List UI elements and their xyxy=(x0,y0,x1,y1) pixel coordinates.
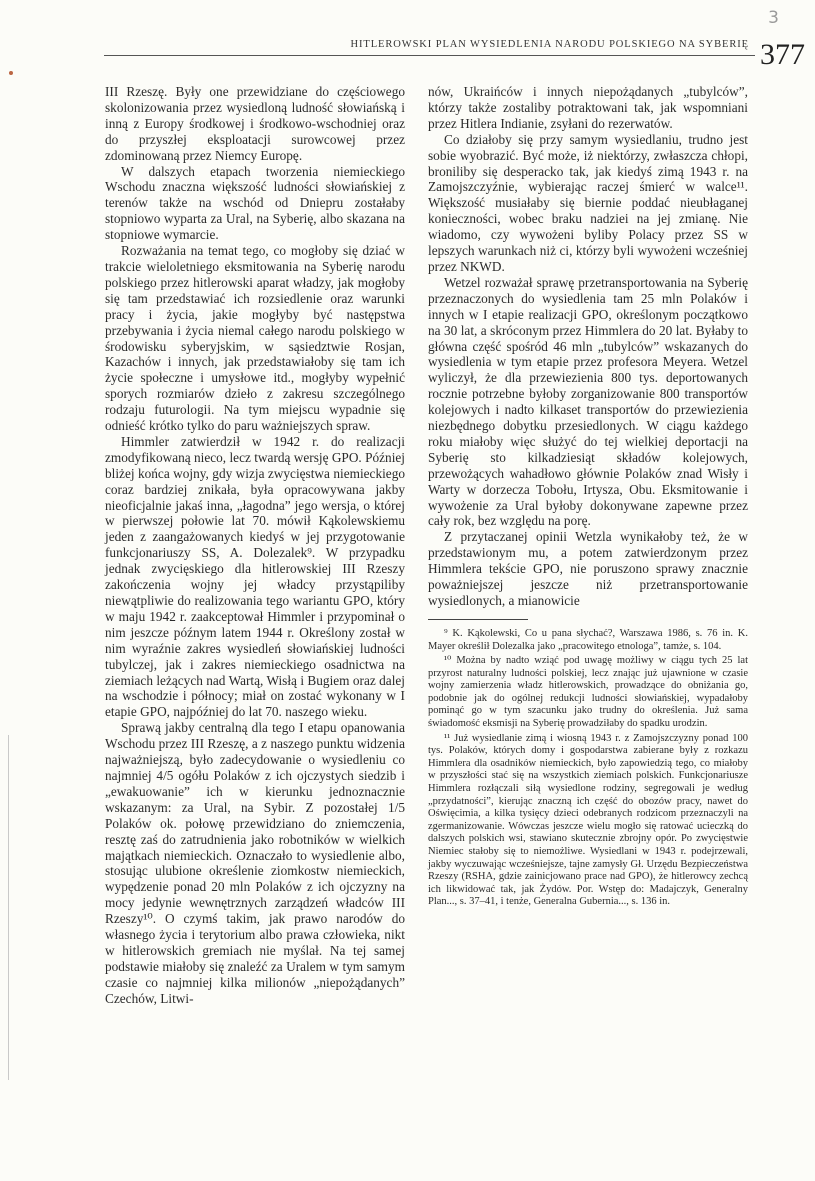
footnote-rule xyxy=(428,619,528,620)
page-number: 377 xyxy=(760,38,805,71)
paragraph: Sprawą jakby centralną dla tego I etapu opanowania Wschodu przez III Rzeszę, a z naszego punktu widzenia najważniejszą, było zadecydowanie o wysiedleniu co najmniej 4/5 ogółu Polaków z ich ojczystych siedzib i „ewakuowanie” ich w kierunku jednoznacznie wskazanym: za Ural, na Sybir. Z pozostałej 1/5 Polaków ok. połowę przewidziano do zniemczenia, resztę zaś do zatrudnienia jako robotników w wielkich majątkach niemieckich. Oznaczało to wysiedlenie albo, stosując ulubione określenie ziomkostw niemieckich, wypędzenie ponad 20 mln Polaków z ich ojczyzny na mocy jedynie wewnętrznych zarządzeń władców III Rzeszy¹⁰. O czymś takim, jak prawo narodów do własnego życia i terytorium albo prawa człowieka, nikt w hitlerowskich gremiach nie myślał. Na tej samej podstawie miałoby się znaleźć za Uralem w tym samym czasie co najmniej kilka milionów „niepożądanych” Czechów, Litwi- xyxy=(105,720,405,1006)
right-column xyxy=(428,84,748,911)
paragraph: Z przytaczanej opinii Wetzla wynikałoby też, że w przedstawionym mu, a potem zatwierdzonym przez Himmlera tekście GPO, nie poruszono sprawy znacznie poważniejszej jeszcze niż przetransportowanie wysiedlonych, a mianowicie xyxy=(428,529,748,608)
header-rule xyxy=(104,55,755,56)
margin-dot xyxy=(9,71,13,75)
footnote-10: ¹⁰ Można by nadto wziąć pod uwagę możliwy w ciągu tych 25 lat przyrost naturalny ludności polskiej, lecz znając już ujawnione w czasie wojny zamierzenia władz hitlerowskich, prowadzące do obniżania go, podobnie jak do ogólnej redukcji ludności słowiańskiej, wypadałoby pominąć go w tym szacunku jako trudny do określenia. Już sama świadomość eksmisji na Syberię prowadziłaby do spadku urodzin. xyxy=(428,655,748,730)
paragraph: III Rzeszę. Były one przewidziane do częściowego skolonizowania przez wysiedloną ludność słowiańską i inną z Europy środkowej i środkowo-wschodniej oraz do przyszłej eksploatacji surowcowej przez zdominowaną przez Niemcy Europę. xyxy=(105,84,405,163)
running-title: HITLEROWSKI PLAN WYSIEDLENIA NARODU POLSKIEGO NA SYBERIĘ xyxy=(350,39,749,50)
pencil-mark: 3 xyxy=(768,8,779,28)
paragraph: nów, Ukraińców i innych niepożądanych „tubylców”, którzy także zostaliby potraktowani tak, jak wspomniani przez Hitlera Indianie, zsyłani do rezerwatów. xyxy=(428,84,748,131)
paragraph: Co działoby się przy samym wysiedlaniu, trudno jest sobie wyobrazić. Być może, iż niektórzy, zwłaszcza chłopi, broniliby się desperacko tak, jak kiedyś zimą 1943 r. na Zamojszczyźnie, wybierając raczej śmierć w walce¹¹. Większość musiałaby się biernie poddać nieubłaganej konieczności, wobec braku nadziei na jej zmianę. Nie wiadomo, czy wywożeni byliby Polacy przez SS w lepszych warunkach niż ci, którzy byli wywożeni wcześniej przez NKWD. xyxy=(428,131,748,274)
margin-line xyxy=(8,735,9,1080)
footnote-11: ¹¹ Już wysiedlanie zimą i wiosną 1943 r. z Zamojszczyzny ponad 100 tys. Polaków, których domy i gospodarstwa zabierane były z rozkazu Himmlera dla osadników niemieckich, było zapowiedzią tego, co miałoby w przyszłości stać się na wszystkich ziemiach polskich. Funkcjonariusze Himmlera rozłączali siłą wysiedlone rodziny, segregowali je według „przydatności”, kierując znaczną ich część do obozów pracy, nawet do Oświęcimia, a kilka tysięcy dzieci odebranych rodzicom przeznaczyli na zgermanizowanie. Wówczas jeszcze wielu mogło się ratować ucieczką do dalszych polskich wsi, stawiano skutecznie zbrojny opór. Po zwycięstwie Niemiec stałoby się to niemożliwe. Wysiedlani w 1943 r. podejrzewali, jakby wyczuwając wcześniejsze, tajne zamysły Gł. Urzędu Bezpieczeństwa Rzeszy (RSHA, gdzie zainicjowano prace nad GPO), że hitlerowcy zechcą ich likwidować tak, jak Żydów. Por. Wstęp do: Madajczyk, Generalny Plan..., s. 37–41, i tenże, Generalna Gubernia..., s. 136 in. xyxy=(428,732,748,908)
paragraph: Himmler zatwierdził w 1942 r. do realizacji zmodyfikowaną nieco, lecz twardą wersję GPO. Później bliżej końca wojny, gdy wizja zwycięstwa niemieckiego coraz bardziej znikała, była opracowywana jakby nieoficjalnie jakaś inna, „łagodna” jego wersja, o której w pierwszej połowie lat 70. mówił Kąkolewskiemu jeden z zaangażowanych kiedyś w jej przygotowanie funkcjonariuszy SS, A. Dolezalek⁹. W przypadku jednak zwycięskiego dla hitlerowskiej III Rzeszy zakończenia wojny jej władcy przystąpiliby niewątpliwie do realizowania tego wariantu GPO, który w maju 1942 r. zaakceptował Himmler i przypominał o nim jeszcze późnym latem 1944 r. Określony został w nim wyraźnie zakres wysiedleń słowiańskiej ludności tubylczej, jak i zakres niemieckiego osadnictwa na ziemiach leżących nad Wartą, Wisłą i Bugiem oraz dalej na wschodzie i północy; miał on zostać wykonany w I etapie GPO, najpóźniej do lat 70. naszego wieku. xyxy=(105,433,405,720)
paragraph: Rozważania na temat tego, co mogłoby się dziać w trakcie wieloletniego eksmitowania na Syberię narodu polskiego przez hitlerowski aparat władzy, jak mogłoby się tam przedstawiać ich rozsiedlenie oraz warunki pracy i życia, jakie mogłyby być następstwa przebywania i życia niemal całego narodu polskiego w środowisku syberyjskim, w sąsiedztwie Rosjan, Kazachów i innych, jak przedstawiałoby się tam ich życie społeczne i umysłowe itd., mogłyby wypełnić sporych rozmiarów dzieło z zakresu szczególnego rodzaju futurologii. Na tym miejscu wypadnie się odnieść krótko tylko do paru ważniejszych spraw. xyxy=(105,243,405,434)
paragraph: W dalszych etapach tworzenia niemieckiego Wschodu znaczna większość ludności słowiańskiej z terenów także na wschód od Dniepru zostałaby stopniowo wyparta za Ural, na Syberię, albo skazana na stopniowe wymarcie. xyxy=(105,163,405,243)
footnote-9: ⁹ K. Kąkolewski, Co u pana słychać?, Warszawa 1986, s. 76 in. K. Mayer określił Dolezalka jako „pracowitego etnologa”, tamże, s. 104. xyxy=(428,627,748,652)
paragraph: Wetzel rozważał sprawę przetransportowania na Syberię przeznaczonych do wysiedlenia tam 25 mln Polaków i innych w I etapie realizacji GPO, określonym początkowo na 30 lat, a skróconym przez Himmlera do 20 lat. Byłaby to główna część spośród 46 mln „tubylców” wskazanych do wysiedlenia w tym etapie przez profesora Meyera. Wetzel wyliczył, że dla przewiezienia 800 tys. deportowanych rocznie potrzebne byłoby zorganizowanie 800 transportów kolejowych i nadto kilkaset transportów do przewiezienia niezbędnego dobytku przesiedlonych. W ciągu każdego roku miałoby więc służyć do tej wielkiej deportacji na Syberię sto kilkadziesiąt składów kolejowych, przewożących wahadłowo głównie Polaków znad Wisły i Warty w dorzecza Tobołu, Irtysza, Obu. Eksmitowanie i wywożenie za Ural byłoby dokonywane zapewne przez cały rok, bez względu na porę. xyxy=(428,274,748,529)
left-column xyxy=(105,84,405,1007)
